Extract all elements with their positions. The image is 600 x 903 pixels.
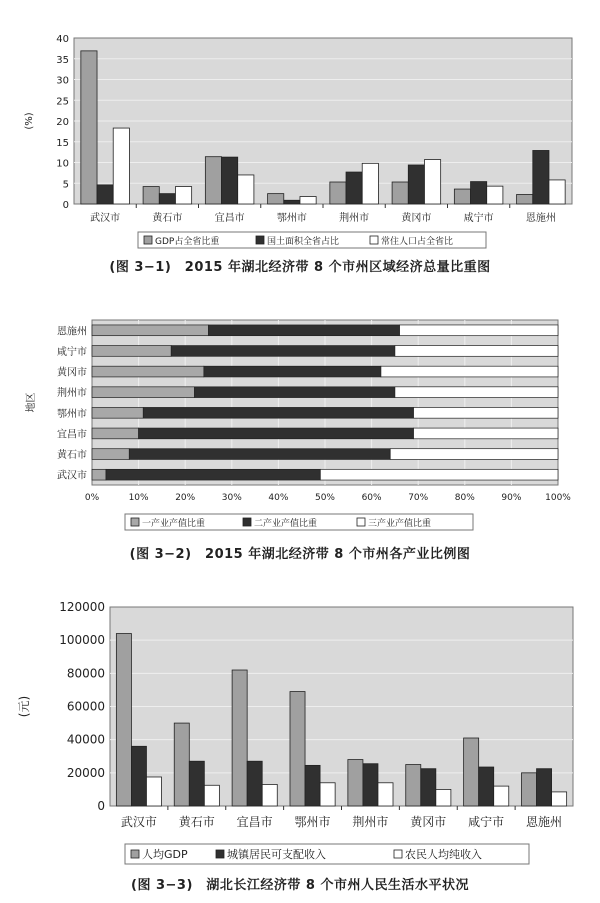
- bar-segment: [195, 387, 395, 398]
- bar: [378, 783, 393, 806]
- bar: [116, 634, 131, 806]
- bar: [346, 172, 362, 204]
- bar-segment: [129, 449, 390, 460]
- y-category-label: 黄冈市: [57, 367, 87, 379]
- legend-label: GDP占全省比重: [155, 237, 220, 247]
- bar: [97, 185, 113, 204]
- y-tick-label: 15: [56, 137, 69, 149]
- legend-label: 国土面积全省占比: [267, 237, 340, 247]
- legend-label: 城镇居民可支配收入: [227, 848, 326, 861]
- bar: [238, 175, 254, 204]
- x-category-label: 恩施州: [525, 213, 556, 224]
- chart-1-panel: [0, 0, 600, 290]
- chart-2-panel: [0, 300, 600, 580]
- x-tick-label: 70%: [408, 493, 429, 503]
- legend-swatch: [256, 236, 264, 244]
- bar: [408, 165, 424, 204]
- bar-segment: [92, 407, 143, 418]
- legend-swatch: [131, 518, 139, 526]
- y-tick-label: 20: [56, 117, 69, 128]
- bar: [487, 186, 503, 204]
- y-tick-label: 25: [56, 96, 69, 108]
- x-tick-label: 80%: [454, 493, 475, 503]
- bar: [494, 786, 509, 806]
- bar: [262, 784, 277, 806]
- bar: [362, 163, 378, 204]
- bar: [284, 200, 300, 204]
- x-category-label: 黄冈市: [410, 815, 447, 829]
- bar: [479, 767, 494, 806]
- bar: [549, 180, 565, 204]
- bar-segment: [92, 387, 195, 398]
- bar-segment: [390, 449, 558, 460]
- bar: [363, 764, 378, 806]
- bar: [175, 187, 191, 204]
- y-tick-label: 40: [56, 34, 69, 45]
- y-category-label: 鄂州市: [57, 408, 87, 420]
- bar: [537, 769, 552, 806]
- chart-2-svg: [0, 300, 600, 538]
- y-tick-label: 0: [97, 799, 105, 813]
- bar: [392, 182, 408, 204]
- x-category-label: 荆州市: [339, 213, 370, 224]
- bar-segment: [414, 428, 558, 439]
- bar: [421, 769, 436, 806]
- legend-swatch: [394, 850, 402, 858]
- y-tick-label: 20000: [66, 765, 105, 780]
- bar-segment: [209, 325, 400, 336]
- bar-segment: [143, 407, 413, 418]
- y-tick-label: 0: [62, 200, 69, 211]
- y-tick-label: 40000: [66, 732, 105, 747]
- x-tick-label: 30%: [221, 493, 242, 503]
- bar-segment: [320, 469, 558, 480]
- legend-label: 常住人口占全省比: [381, 237, 454, 247]
- x-tick-label: 100%: [545, 493, 571, 503]
- bar: [247, 761, 262, 806]
- legend-swatch: [216, 850, 224, 858]
- bar-segment: [92, 469, 106, 480]
- legend-label: 农民人均纯收入: [405, 848, 482, 861]
- legend-swatch: [370, 236, 378, 244]
- bar-segment: [92, 428, 139, 439]
- legend-label: 一产业产值比重: [142, 519, 206, 529]
- y-tick-label: 120000: [59, 600, 105, 614]
- bar-segment: [92, 449, 129, 460]
- bar-segment: [171, 346, 395, 357]
- bar-segment: [414, 407, 558, 418]
- bar: [320, 783, 335, 806]
- chart-1-caption: (图 3−1) 2015 年湖北经济带 8 个市州区域经济总量比重图: [109, 260, 491, 275]
- legend-label: 三产业产值比重: [368, 519, 432, 529]
- chart-1-svg: [0, 0, 600, 250]
- x-category-label: 鄂州市: [276, 213, 307, 224]
- y-category-label: 武汉市: [57, 470, 87, 482]
- bar: [146, 777, 161, 806]
- x-tick-label: 10%: [128, 493, 149, 503]
- bar: [81, 51, 97, 204]
- y-tick-label: 80000: [66, 666, 105, 681]
- y-category-label: 宜昌市: [57, 429, 87, 441]
- bar: [204, 785, 219, 806]
- bar: [268, 194, 284, 204]
- bar: [131, 746, 146, 806]
- y-category-label: 荆州市: [57, 388, 87, 400]
- bar: [189, 761, 204, 806]
- bar: [424, 160, 440, 204]
- bar: [533, 150, 549, 204]
- bar: [406, 765, 421, 806]
- legend-swatch: [131, 850, 139, 858]
- x-category-label: 鄂州市: [294, 815, 331, 829]
- x-category-label: 恩施州: [526, 815, 563, 829]
- legend-swatch: [243, 518, 251, 526]
- x-tick-label: 60%: [361, 493, 382, 503]
- chart-2-caption: (图 3−2) 2015 年湖北经济带 8 个市州各产业比例图: [129, 547, 471, 562]
- bar: [552, 792, 567, 806]
- bar-segment: [204, 366, 381, 377]
- x-category-label: 武汉市: [120, 815, 157, 829]
- bar: [113, 128, 129, 204]
- y-tick-label: 5: [62, 179, 69, 191]
- y-tick-label: 35: [56, 54, 69, 66]
- bar: [521, 773, 536, 806]
- bar-segment: [139, 428, 414, 439]
- legend-swatch: [357, 518, 365, 526]
- x-tick-label: 50%: [314, 493, 336, 503]
- bar: [348, 760, 363, 806]
- x-tick-label: 20%: [175, 493, 196, 503]
- x-category-label: 武汉市: [90, 213, 121, 224]
- bar: [205, 157, 221, 204]
- bar: [454, 189, 470, 204]
- y-category-label: 咸宁市: [57, 346, 87, 358]
- x-tick-label: 90%: [501, 493, 522, 503]
- x-category-label: 黄石市: [152, 213, 183, 224]
- bar: [517, 194, 533, 204]
- x-tick-label: 40%: [268, 493, 289, 503]
- bar: [436, 789, 451, 806]
- bar: [232, 670, 247, 806]
- bar: [330, 182, 346, 204]
- y-tick-label: 30: [56, 75, 69, 87]
- x-tick-label: 0%: [84, 493, 100, 503]
- legend-label: 二产业产值比重: [254, 519, 318, 529]
- bar: [305, 765, 320, 806]
- y-axis-label: 地区: [26, 392, 37, 413]
- chart-3-panel: [0, 595, 600, 900]
- legend-label: 人均GDP: [142, 848, 188, 861]
- bar-segment: [395, 346, 558, 357]
- chart-3-caption: (图 3−3) 湖北长江经济带 8 个市州人民生活水平状况: [131, 878, 469, 893]
- bar: [222, 157, 238, 204]
- bar-segment: [92, 325, 209, 336]
- bar-segment: [400, 325, 558, 336]
- x-category-label: 黄冈市: [401, 213, 432, 224]
- x-category-label: 咸宁市: [463, 213, 494, 224]
- bar: [300, 197, 316, 204]
- chart-3-svg: [0, 595, 600, 867]
- x-category-label: 宜昌市: [236, 815, 273, 829]
- bar-segment: [395, 387, 558, 398]
- bar-segment: [106, 469, 320, 480]
- bar: [143, 187, 159, 204]
- y-category-label: 恩施州: [57, 326, 87, 338]
- x-category-label: 黄石市: [178, 815, 215, 829]
- y-tick-label: 60000: [66, 699, 105, 714]
- bar-segment: [92, 366, 204, 377]
- y-tick-label: 100000: [59, 633, 105, 648]
- bar-segment: [92, 346, 171, 357]
- bar-segment: [381, 366, 558, 377]
- y-axis-label: (%): [24, 112, 35, 130]
- bar: [471, 182, 487, 204]
- bar: [290, 692, 305, 806]
- bar: [464, 738, 479, 806]
- bar: [159, 194, 175, 204]
- x-category-label: 荆州市: [352, 815, 389, 829]
- x-category-label: 宜昌市: [214, 213, 245, 224]
- y-category-label: 黄石市: [57, 450, 87, 462]
- x-category-label: 咸宁市: [468, 815, 505, 829]
- bar: [174, 723, 189, 806]
- y-tick-label: 10: [56, 158, 69, 170]
- y-axis-label: (元): [17, 695, 31, 718]
- legend-swatch: [144, 236, 152, 244]
